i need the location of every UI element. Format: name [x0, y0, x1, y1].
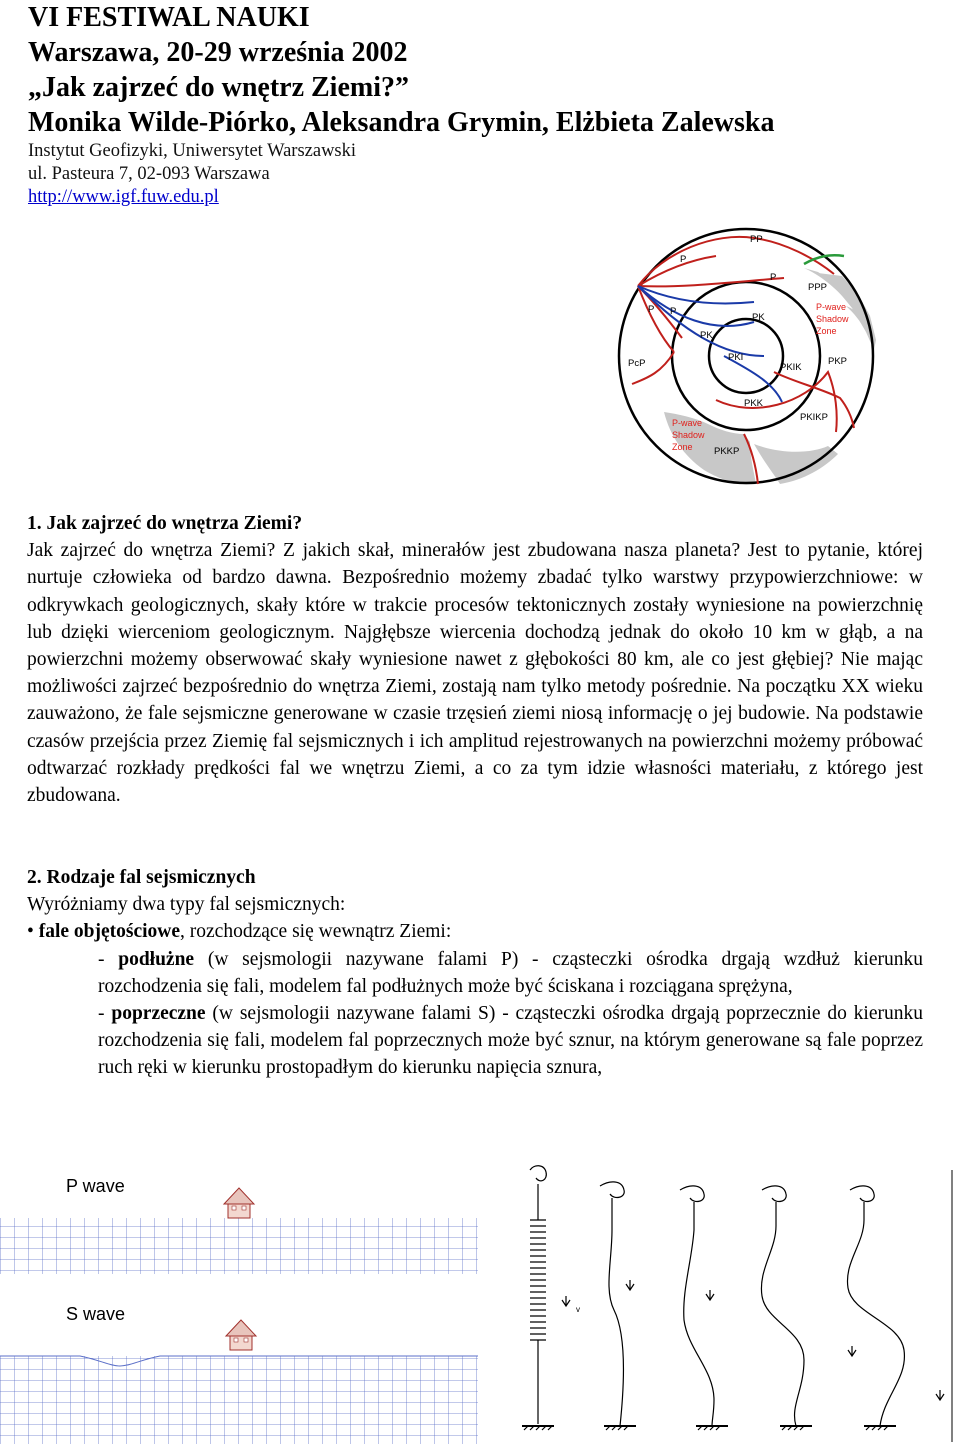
section-2 — [27, 864, 923, 1082]
institute-url-link[interactable]: http://www.igf.fuw.edu.pl — [28, 187, 219, 207]
item-longitudinal-prefix: - — [98, 948, 119, 970]
item-longitudinal-bold: podłużne — [118, 948, 195, 970]
rope-model-2 — [680, 1186, 728, 1430]
bullet-body-waves-bold: fale objętościowe — [38, 921, 181, 943]
section-2-intro: Wyróżniamy dwa typy fal sejsmicznych: — [27, 894, 346, 916]
p-wave-ground — [0, 1218, 478, 1274]
item-transverse-rest: (w sejsmologii nazywane falami S) - cząsteczki ośrodka drgają poprzecznie do kierunku rozchodzenia się fali, modelem fal poprzecznych może być sznur, na którym generowane są fale poprzez ruch ręki w kierunku prostopadłym do kierunku napięcia sznura, — [98, 1003, 923, 1079]
event-date-place: Warszawa, 20-29 września 2002 — [28, 37, 408, 68]
item-transverse — [98, 1000, 923, 1082]
s-wave-ground — [0, 1356, 478, 1444]
label-shadow-2a: P-wave — [672, 418, 703, 428]
lecture-title: „Jak zajrzeć do wnętrz Ziemi?” — [28, 72, 409, 103]
label-pkikp: PKIKP — [800, 412, 828, 423]
label-pkkp: PKKP — [714, 446, 740, 457]
label-shadow-1c: Zone — [816, 326, 837, 336]
label-pp: PP — [750, 234, 763, 245]
address: ul. Pasteura 7, 02-093 Warszawa — [28, 164, 270, 184]
label-pk2: PK — [700, 330, 713, 341]
item-longitudinal — [98, 946, 923, 1000]
label-pkk: PKK — [744, 398, 764, 409]
label-pkik: PKIK — [780, 362, 802, 373]
label-shadow-2c: Zone — [672, 442, 693, 452]
bullet-body-waves: • fale objętościowe, rozchodzące się wewnątrz Ziemi: — [27, 921, 452, 943]
item-transverse-prefix: - — [98, 1003, 112, 1025]
section-2-title: 2. Rodzaje fal sejsmicznych — [27, 867, 256, 888]
bullet-body-waves-rest: , rozchodzące się wewnątrz Ziemi: — [180, 921, 452, 943]
earth-seismic-ray-diagram — [604, 222, 886, 490]
spring-arrow-label: v — [576, 1305, 580, 1314]
section-1 — [27, 510, 923, 809]
ray-p-upper — [638, 256, 716, 286]
label-ppp: PPP — [808, 282, 828, 293]
rope-model-4 — [847, 1186, 944, 1430]
label-shadow-1b: Shadow — [816, 314, 849, 324]
rope-model-3 — [761, 1186, 856, 1430]
label-pk1: PK — [752, 312, 765, 323]
label-shadow-2b: Shadow — [672, 430, 705, 440]
p-wave-label: P wave — [66, 1176, 125, 1196]
rope-model-1 — [600, 1182, 636, 1430]
label-p2: P — [770, 272, 777, 283]
label-pkp: PKP — [828, 356, 848, 367]
p-s-wave-figure — [0, 1160, 478, 1444]
label-shadow-1a: P-wave — [816, 302, 847, 312]
ray-p-mid — [638, 278, 784, 286]
ray-ppp — [804, 255, 844, 264]
document-header — [28, 0, 938, 209]
inner-core-boundary — [709, 319, 783, 393]
institute: Instytut Geofizyki, Uniwersytet Warszawski — [28, 141, 357, 161]
label-p1: P — [680, 254, 687, 265]
festival-title: VI FESTIWAL NAUKI — [28, 2, 310, 33]
authors: Monika Wilde-Piórko, Aleksandra Grymin, Elżbieta Zalewska — [28, 107, 775, 138]
item-longitudinal-rest: (w sejsmologii nazywane falami P) - cząsteczki ośrodka drgają wzdłuż kierunku rozchodzenia się fali, modelem fal podłużnych może być ściskana i rozciągana sprężyna, — [98, 948, 923, 997]
label-pcp: PcP — [628, 358, 646, 369]
spring-rope-model-figure — [500, 1150, 960, 1446]
shadow-zone-bottom — [754, 444, 838, 484]
section-1-title: 1. Jak zajrzeć do wnętrza Ziemi? — [27, 513, 303, 534]
section-1-paragraph: Jak zajrzeć do wnętrza Ziemi? Z jakich skał, minerałów jest zbudowana nasza planeta? Jest to pytanie, której nurtuje człowieka od bardzo dawna. Bezpośrednio możemy zbadać tylko warstwy przypowierzchniowe: w odkrywkach geologicznych, skały które w trakcie procesów tektonicznych zostały wyniesione na powierzchnię lub dzięki wierceniom geologicznym. Najgłębsze wiercenia dochodzą jednak do około 10 km w głąb, a na powierzchni możemy obserwować skały wyniesione nawet z głębokości 80 km, ale co jest głębiej? Nie mając możliwości zajrzeć bezpośrednio do wnętrza Ziemi, zostają nam tylko metody pośrednie. Na początku XX wieku zauważono, że fale sejsmiczne generowane w czasie trzęsień ziemi niosą informację o jej budowie. Na podstawie czasów przejścia przez Ziemię fal sejsmicznych i ich amplitud rejestrowanych na powierzchni możemy próbować odtwarzać rozkłady prędkości fal we wnętrzu Ziemi, a co za tym idzie własności materiału, z którego jest zbudowana. — [27, 540, 923, 807]
label-pki: PKI — [728, 352, 744, 363]
label-p3: P — [648, 304, 655, 315]
item-transverse-bold: poprzeczne — [111, 1003, 206, 1025]
s-wave-label: S wave — [66, 1304, 126, 1324]
spring-model — [522, 1166, 570, 1430]
label-p4: P — [670, 306, 677, 317]
